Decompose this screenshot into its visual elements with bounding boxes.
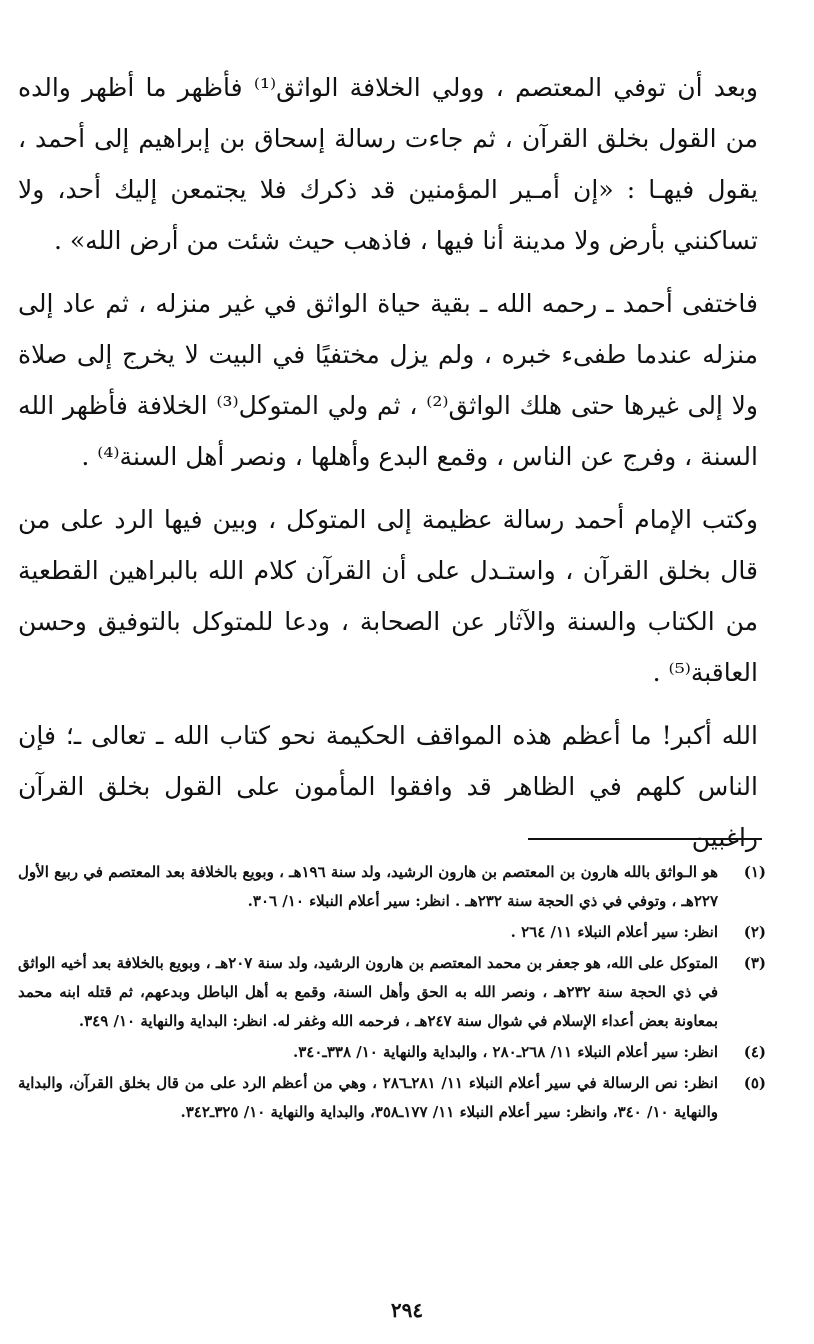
footnote-4	[18, 1038, 766, 1067]
footnote-1	[18, 858, 766, 916]
footnote-text: هو الـواثق بالله هارون بن المعتصم بن هارون الرشيد، ولد سنة ١٩٦هـ ، وبويع بالخلافة بعد المعتصم في ربيع الأول ٢٢٧هـ ، وتوفي في ذي الحجة سنة ٢٣٢هـ . انظر: سير أعلام النبلاء ١٠/ ٣٠٦.	[18, 863, 718, 910]
footnotes	[18, 858, 766, 1129]
footnote-text: المتوكل على الله، هو جعفر بن محمد المعتصم بن هارون الرشيد، ولد سنة ٢٠٧هـ ، وبويع بالخلافة بعد أخيه الواثق في ذي الحجة سنة ٢٣٢هـ ، ونصر الله به الحق وأهل السنة، وقمع به أهل الباطل وبدعهم، ثم قتله ابنه محمد بمعاونة بعض أعداء الإسلام في شوال سنة ٢٤٧هـ ، فرحمه الله وغفر له. انظر: البداية والنهاية ١٠/ ٣٤٩.	[18, 954, 719, 1030]
paragraph-4: الله أكبر! ما أعظم هذه المواقف الحكيمة نحو كتاب الله ـ تعالى ـ؛ فإن الناس كلهم في الظاهر قد وافقوا المأمون على القول بخلق القرآن راغبين	[18, 721, 758, 852]
footnote-text: انظر: نص الرسالة في سير أعلام النبلاء ١١/ ٢٨١ـ٢٨٦ ، وهي من أعظم الرد على من قال بخلق القرآن، والبداية والنهاية ١٠/ ٣٤٠، وانظر: سير أعلام النبلاء ١١/ ١٧٧ـ٣٥٨، والبداية والنهاية ١٠/ ٣٢٥ـ٣٤٢.	[18, 1074, 719, 1121]
footnote-number: (١)	[743, 863, 766, 881]
footnote-text: انظر: سير أعلام النبلاء ١١/ ٢٦٤ .	[510, 923, 718, 941]
paragraph-3: وكتب الإمام أحمد رسالة عظيمة إلى المتوكل ، وبين فيها الرد على من قال بخلق القرآن ، واستـدل على أن القرآن كلام الله بالبراهين القطعية من الكتاب والسنة والآثار عن الصحابة ، ودعا للمتوكل بالتوفيق وحسن العاقبة⁽⁵⁾ .	[18, 505, 758, 687]
paragraph-2: فاختفى أحمد ـ رحمه الله ـ بقية حياة الواثق في غير منزله ، ثم عاد إلى منزله عندما طفىء خبره ، ولم يزل مختفيًا في البيت لا يخرج إلى صلاة ولا إلى غيرها حتى هلك الواثق⁽²⁾ ، ثم ولي المتوكل⁽³⁾ الخلافة فأظهر الله السنة ، وفرج عن الناس ، وقمع البدع وأهلها ، ونصر أهل السنة⁽⁴⁾ .	[18, 289, 758, 471]
footnote-number: (٢)	[743, 923, 766, 941]
footnote-3	[18, 949, 766, 1036]
page-number: ٢٩٤	[390, 1298, 424, 1322]
footnote-number: (٤)	[743, 1043, 766, 1061]
main-text	[18, 62, 758, 875]
footnote-2	[18, 918, 766, 947]
paragraph-1: وبعد أن توفي المعتصم ، وولي الخلافة الواثق⁽¹⁾ فأظهر ما أظهر والده من القول بخلق القرآن ، ثم جاءت رسالة إسحاق بن إبراهيم إلى أحمد ، يقول فيهـا : «إن أمـير المؤمنين قد ذكرك فلا يجتمعن إليك أحد، ولا تساكنني بأرض ولا مدينة أنا فيها ، فاذهب حيث شئت من أرض الله» .	[18, 73, 758, 255]
footnote-number: (٣)	[743, 954, 766, 972]
footnote-number: (٥)	[743, 1074, 766, 1092]
footnote-5	[18, 1069, 766, 1127]
footnote-text: انظر: سير أعلام النبلاء ١١/ ٢٦٨ـ٢٨٠ ، والبداية والنهاية ١٠/ ٣٣٨ـ٣٤٠.	[293, 1043, 718, 1061]
footnote-divider	[528, 838, 762, 840]
